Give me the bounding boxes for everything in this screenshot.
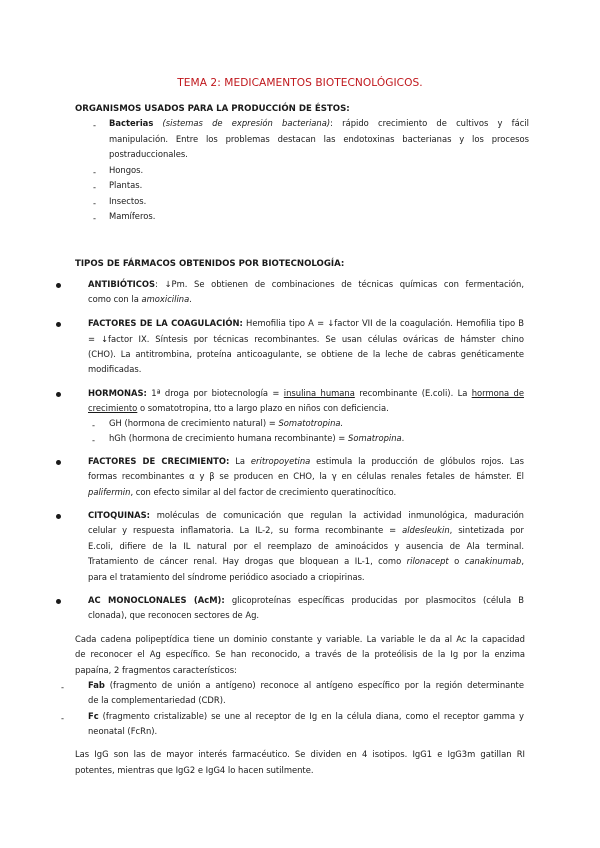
- list-dash: -: [93, 167, 97, 177]
- bullet-icon: [56, 460, 61, 465]
- fc-line-1: Fc (fragmento cristalizable) se une al receptor de Ig en la célula diana, como el receptor gamma y: [88, 711, 524, 721]
- hormones-line-1: HORMONAS: 1ª droga por biotecnología = insulina humana recombinante (E.coli). La hormona de: [88, 388, 524, 398]
- list-item-fungi: Hongos.: [109, 165, 144, 175]
- fc-line-2: neonatal (FcRn).: [88, 726, 158, 736]
- page-title: TEMA 2: MEDICAMENTOS BIOTECNOLÓGICOS.: [177, 77, 423, 89]
- bullet-icon: [56, 514, 61, 519]
- antibiotics-line-1: ANTIBIÓTICOS: ↓Pm. Se obtienen de combinaciones de técnicas químicas con fermentación,: [88, 279, 524, 289]
- hormones-line-2: crecimiento o somatotropina, tto a largo plazo en niños con deficiencia.: [88, 403, 389, 413]
- bacteria-line-3: postraduccionales.: [109, 149, 188, 159]
- cytokines-line-5: para el tratamiento del síndrome periódico asociado a criopirinas.: [88, 572, 365, 582]
- coagulation-line-2: = ↓factor IX. Síntesis por técnicas recombinantes. Se usan células ováricas de hámster chino: [88, 334, 524, 344]
- growth-factors-line-3: palifermin, con efecto similar al del factor de crecimiento queratinocítico.: [88, 487, 397, 497]
- section-heading-drug-types: TIPOS DE FÁRMACOS OBTENIDOS POR BIOTECNOLOGÍA:: [75, 259, 345, 269]
- list-dash: -: [93, 120, 97, 130]
- igg-line-1: Las IgG son las de mayor interés farmacéutico. Se dividen en 4 isotipos. IgG1 e IgG3m gatillan RI: [75, 749, 525, 759]
- cytokines-line-3: E.coli, difiere de la IL natural por el reemplazo de aminoácidos y ausencia de Ala terminal.: [88, 541, 524, 551]
- bacteria-line-1: Bacterias (sistemas de expresión bacteriana): rápido crecimiento de cultivos y fácil: [109, 118, 529, 128]
- coagulation-line-1: FACTORES DE LA COAGULACIÓN: Hemofilia tipo A = ↓factor VII de la coagulación. Hemofilia tipo B: [88, 318, 524, 328]
- paragraph-line-2: de reconocer el Ag específico. Se han reconocido, a través de la proteólisis de la Ig por la enzima: [75, 649, 525, 659]
- list-dash: -: [92, 435, 96, 445]
- growth-factors-line-1: FACTORES DE CRECIMIENTO: La eritropoyetina estimula la producción de glóbulos rojos. Las: [88, 456, 524, 466]
- antibiotics-line-2: como con la amoxicilina.: [88, 294, 192, 304]
- paragraph-line-3: papaína, 2 fragmentos característicos:: [75, 665, 237, 675]
- growth-factors-line-2: formas recombinantes α y β se producen en CHO, la γ en células renales fetales de hámster. El: [88, 471, 524, 481]
- hormones-sub-1: GH (hormona de crecimiento natural) = Somatotropina.: [109, 418, 344, 428]
- bullet-icon: [56, 599, 61, 604]
- list-dash: -: [93, 182, 97, 192]
- paragraph-line-1: Cada cadena polipeptídica tiene un dominio constante y variable. La variable le da al Ac la capacidad: [75, 634, 525, 644]
- list-item-plants: Plantas.: [109, 180, 143, 190]
- monoclonal-line-2: clonada), que reconocen sectores de Ag.: [88, 610, 260, 620]
- list-item-insects: Insectos.: [109, 196, 147, 206]
- list-dash: -: [61, 682, 65, 692]
- list-dash: -: [61, 713, 65, 723]
- coagulation-line-4: modificadas.: [88, 364, 142, 374]
- bullet-icon: [56, 322, 61, 327]
- list-dash: -: [93, 213, 97, 223]
- bullet-icon: [56, 392, 61, 397]
- cytokines-line-1: CITOQUINAS: moléculas de comunicación que regulan la actividad inmunológica, maduración: [88, 510, 524, 520]
- hormones-sub-2: hGh (hormona de crecimiento humana recombinante) = Somatropina.: [109, 433, 405, 443]
- list-item-mammals: Mamíferos.: [109, 211, 156, 221]
- monoclonal-line-1: AC MONOCLONALES (AcM): glicoproteínas específicas producidas por plasmocitos (célula B: [88, 595, 524, 605]
- igg-line-2: potentes, mientras que IgG2 e IgG4 lo hacen sutilmente.: [75, 765, 314, 775]
- section-heading-organisms: ORGANISMOS USADOS PARA LA PRODUCCIÓN DE ÉSTOS:: [75, 104, 350, 114]
- bacteria-line-2: manipulación. Entre los problemas destacan las endotoxinas bacterianas y los procesos: [109, 134, 529, 144]
- bullet-icon: [56, 283, 61, 288]
- list-dash: -: [93, 198, 97, 208]
- list-dash: -: [92, 420, 96, 430]
- fab-line-1: Fab (fragmento de unión a antígeno) reconoce al antígeno específico por la región determinante: [88, 680, 524, 690]
- cytokines-line-4: Tratamiento de cáncer renal. Hay drogas que bloquean a IL-1, como rilonacept o canakinumab,: [88, 556, 525, 566]
- cytokines-line-2: celular y respuesta inflamatoria. La IL-2, su forma recombinante = aldesleukin, sintetizada por: [88, 525, 524, 535]
- coagulation-line-3: (CHO). La antitrombina, proteína anticoagulante, se obtiene de la leche de cabras genéticamente: [88, 349, 524, 359]
- fab-line-2: de la complementariedad (CDR).: [88, 695, 226, 705]
